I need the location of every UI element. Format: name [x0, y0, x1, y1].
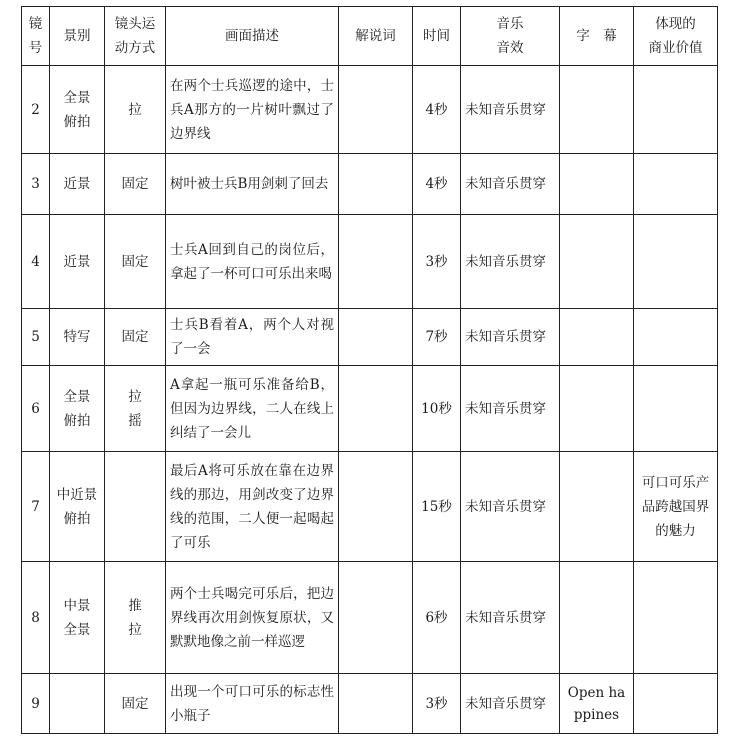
music-cell: 未知音乐贯穿	[461, 154, 560, 215]
storyboard-table	[21, 6, 718, 734]
scene-cell-line: 中近景	[56, 486, 98, 503]
narration-cell	[339, 674, 413, 734]
camera-cell	[105, 309, 166, 366]
shot-number-cell: 3	[22, 154, 50, 215]
description-cell: A拿起一瓶可乐准备给B，但因为边界线，二人在线上纠结了一会儿	[166, 366, 339, 452]
scene-cell-line: 俯拍	[63, 510, 91, 527]
header-camera	[105, 7, 166, 66]
storyboard-rows	[22, 66, 718, 734]
description-cell: 在两个士兵巡逻的途中，士兵A那方的一片树叶飘过了边界线	[166, 66, 339, 154]
header-time: 时间	[413, 7, 461, 66]
table-row	[22, 366, 718, 452]
table-row	[22, 66, 718, 154]
header-narration: 解说词	[339, 7, 413, 66]
value-cell	[634, 309, 718, 366]
music-cell: 未知音乐贯穿	[461, 366, 560, 452]
music-cell: 未知音乐贯穿	[461, 452, 560, 562]
music-cell: 未知音乐贯穿	[461, 66, 560, 154]
camera-cell-line: 固定	[121, 329, 149, 345]
subtitle-cell	[560, 215, 634, 309]
description-cell: 士兵B看着A，两个人对视了一会	[166, 309, 339, 366]
shot-number-cell: 5	[22, 309, 50, 366]
scene-cell-line: 特写	[63, 329, 91, 345]
subtitle-cell	[560, 154, 634, 215]
value-cell	[634, 366, 718, 452]
scene-cell-line: 全景	[63, 388, 91, 405]
header-shot	[22, 7, 50, 66]
time-cell: 6秒	[413, 562, 461, 674]
time-cell: 3秒	[413, 674, 461, 734]
header-music-line-1: 音乐	[496, 16, 524, 32]
description-cell: 最后A将可乐放在靠在边界线的那边，用剑改变了边界线的范围，二人便一起喝起了可乐	[166, 452, 339, 562]
table-row	[22, 154, 718, 215]
camera-cell	[105, 674, 166, 734]
header-value-line-1: 体现的	[655, 16, 696, 32]
camera-cell	[105, 562, 166, 674]
subtitle-cell: Open happines	[560, 674, 634, 734]
music-cell: 未知音乐贯穿	[461, 674, 560, 734]
camera-cell	[105, 66, 166, 154]
description-cell: 士兵A回到自己的岗位后，拿起了一杯可口可乐出来喝	[166, 215, 339, 309]
scene-cell	[50, 452, 105, 562]
time-cell: 4秒	[413, 66, 461, 154]
value-cell: 可口可乐产品跨越国界的魅力	[634, 452, 718, 562]
camera-cell-line: 拉	[128, 388, 142, 405]
camera-cell-line: 拉	[128, 621, 142, 638]
header-row	[22, 7, 718, 66]
header-camera-line-2: 动方式	[114, 40, 156, 56]
description-cell: 两个士兵喝完可乐后，把边界线再次用剑恢复原状，又默默地像之前一样巡逻	[166, 562, 339, 674]
header-value	[634, 7, 718, 66]
value-cell	[634, 674, 718, 734]
description-cell: 出现一个可口可乐的标志性小瓶子	[166, 674, 339, 734]
scene-cell-line: 俯拍	[63, 113, 91, 130]
camera-cell-line: 固定	[121, 695, 149, 712]
table-row	[22, 452, 718, 562]
table-row	[22, 674, 718, 734]
scene-cell	[50, 366, 105, 452]
shot-number-cell: 7	[22, 452, 50, 562]
music-cell: 未知音乐贯穿	[461, 562, 560, 674]
value-cell	[634, 66, 718, 154]
camera-cell-line: 固定	[121, 176, 149, 192]
table-row	[22, 309, 718, 366]
narration-cell	[339, 66, 413, 154]
description-cell: 树叶被士兵B用剑刺了回去	[166, 154, 339, 215]
scene-cell-line: 中景	[63, 597, 91, 614]
time-cell: 10秒	[413, 366, 461, 452]
narration-cell	[339, 562, 413, 674]
subtitle-cell	[560, 309, 634, 366]
value-cell	[634, 215, 718, 309]
scene-cell	[50, 309, 105, 366]
time-cell: 7秒	[413, 309, 461, 366]
time-cell: 15秒	[413, 452, 461, 562]
narration-cell	[339, 452, 413, 562]
camera-cell-line: 拉	[128, 101, 142, 118]
shot-number-cell: 6	[22, 366, 50, 452]
camera-cell	[105, 452, 166, 562]
camera-cell	[105, 154, 166, 215]
header-music-line-2: 音效	[496, 40, 524, 56]
scene-cell	[50, 215, 105, 309]
music-cell: 未知音乐贯穿	[461, 215, 560, 309]
header-scene: 景别	[50, 7, 105, 66]
camera-cell-line: 摇	[128, 412, 142, 429]
camera-cell-line: 推	[128, 597, 142, 614]
shot-number-cell: 9	[22, 674, 50, 734]
scene-cell	[50, 674, 105, 734]
narration-cell	[339, 366, 413, 452]
scene-cell	[50, 66, 105, 154]
scene-cell-line: 全景	[63, 621, 91, 638]
camera-cell	[105, 215, 166, 309]
shot-number-cell: 8	[22, 562, 50, 674]
scene-cell	[50, 562, 105, 674]
time-cell: 4秒	[413, 154, 461, 215]
scene-cell-line: 近景	[63, 253, 91, 270]
subtitle-cell	[560, 366, 634, 452]
narration-cell	[339, 154, 413, 215]
shot-number-cell: 2	[22, 66, 50, 154]
subtitle-cell	[560, 66, 634, 154]
header-shot-line-2: 号	[28, 40, 43, 56]
narration-cell	[339, 215, 413, 309]
scene-cell-line: 近景	[63, 176, 91, 192]
scene-cell-line: 俯拍	[63, 412, 91, 429]
header-music	[461, 7, 560, 66]
header-shot-line-1: 镜	[28, 16, 43, 32]
table-row	[22, 215, 718, 309]
value-cell	[634, 154, 718, 215]
scene-cell-line: 全景	[63, 89, 91, 106]
header-subtitle: 字 幕	[560, 7, 634, 66]
shot-number-cell: 4	[22, 215, 50, 309]
scene-cell	[50, 154, 105, 215]
header-camera-line-1: 镜头运	[114, 16, 156, 32]
value-cell	[634, 562, 718, 674]
camera-cell-line: 固定	[121, 253, 149, 270]
narration-cell	[339, 309, 413, 366]
music-cell: 未知音乐贯穿	[461, 309, 560, 366]
header-description: 画面描述	[166, 7, 339, 66]
camera-cell	[105, 366, 166, 452]
subtitle-cell	[560, 452, 634, 562]
time-cell: 3秒	[413, 215, 461, 309]
table-row	[22, 562, 718, 674]
header-value-line-2: 商业价值	[648, 40, 703, 56]
subtitle-cell	[560, 562, 634, 674]
